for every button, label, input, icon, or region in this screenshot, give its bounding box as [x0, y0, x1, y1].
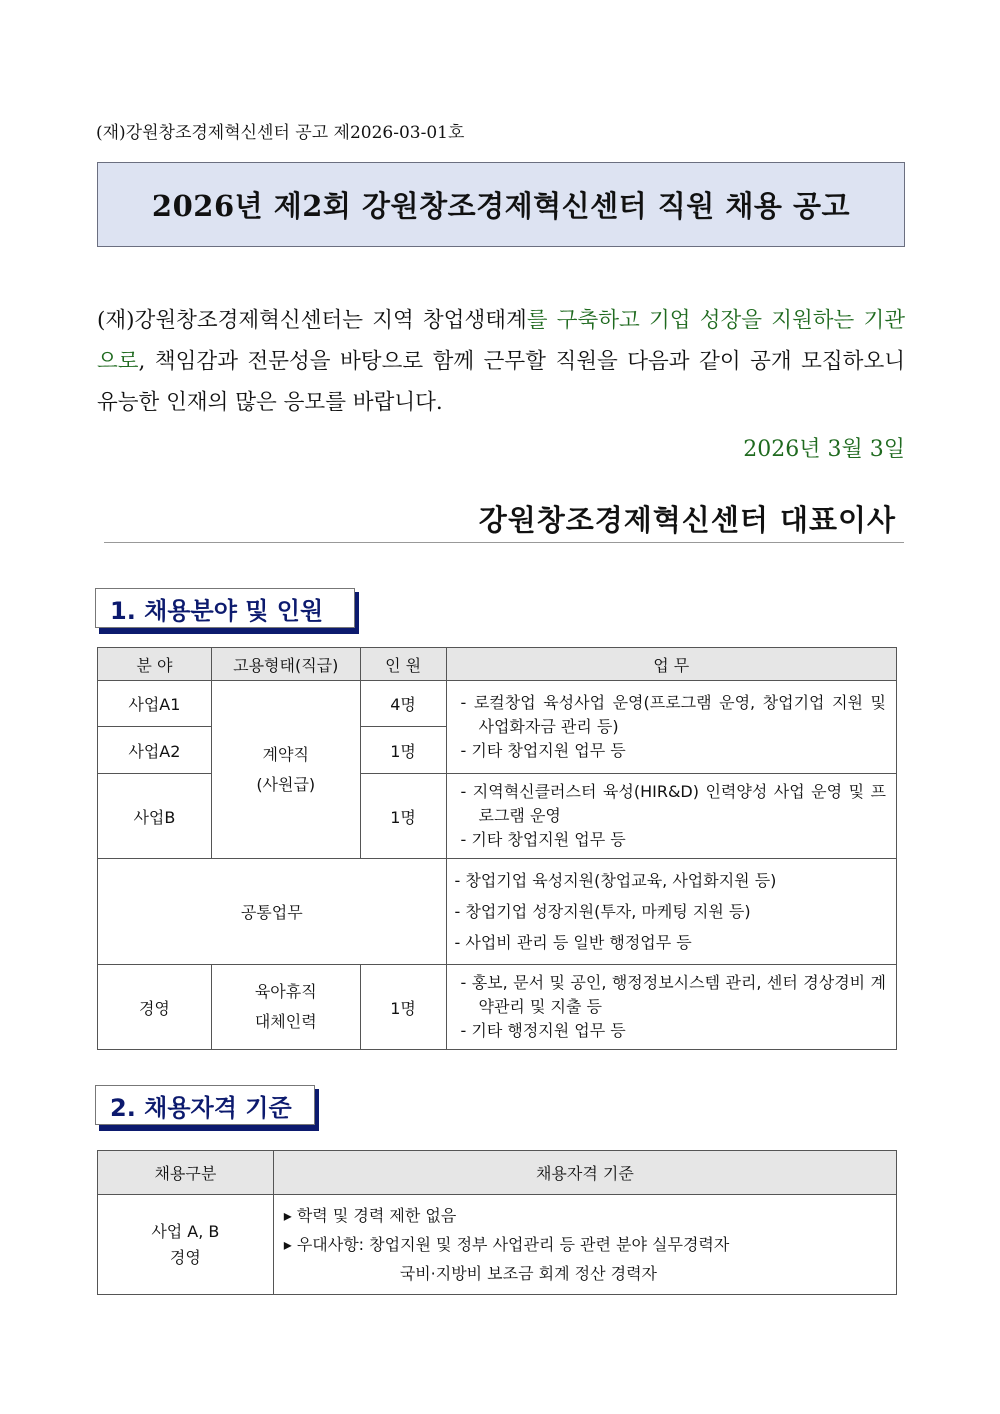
- count-a2: 1명: [360, 727, 446, 774]
- contract-line2: (사원급): [256, 774, 316, 794]
- duty-common: [446, 859, 896, 965]
- col-header-type: 고용형태(직급): [211, 648, 360, 681]
- table-header-row: [98, 1151, 897, 1195]
- section1-heading: [95, 588, 365, 636]
- intro-part3: , 책임감과 전문성을 바탕으로 함께 근무할 직원을 다음과 같이 공개 모집하오니 유능한 인재의 많은 응모를 바랍니다.: [97, 349, 905, 415]
- employment-type-contract: [211, 681, 360, 859]
- duty-item: - 지역혁신클러스터 육성(HIR&D) 인력양성 사업 운영 및 프로그램 운영: [460, 782, 886, 825]
- mgmt-type-line2: 대체인력: [254, 1012, 317, 1031]
- col-header-criteria: 채용자격 기준: [273, 1151, 896, 1195]
- duty-item: - 로컬창업 육성사업 운영(프로그램 운영, 창업기업 지원 및 사업화자금 관리 등): [460, 693, 886, 736]
- common-duty-label: 공통업무: [98, 859, 447, 965]
- duty-b: [446, 774, 896, 859]
- col-header-field: 분 야: [98, 648, 212, 681]
- field-b: 사업B: [98, 774, 212, 859]
- notice-number: (재)강원창조경제혁신센터 공고 제2026-03-01호: [96, 123, 465, 143]
- duty-item: - 사업비 관리 등 일반 행정업무 등: [454, 933, 692, 952]
- table-row: [98, 1195, 897, 1295]
- section2-heading-text: 2. 채용자격 기준: [95, 1085, 315, 1125]
- duty-item: - 홍보, 문서 및 공인, 행정정보시스템 관리, 센터 경상경비 계약관리 및 지출 등: [460, 973, 886, 1016]
- duty-item: - 기타 창업지원 업무 등: [460, 830, 626, 849]
- category-cell: [98, 1195, 274, 1295]
- col-header-count: 인 원: [360, 648, 446, 681]
- criteria-item: [284, 1230, 886, 1288]
- category-line1: 사업 A, B: [151, 1221, 220, 1241]
- organization-signature: 강원창조경제혁신센터 대표이사: [478, 503, 896, 537]
- duty-item: - 창업기업 성장지원(투자, 마케팅 지원 등): [454, 902, 751, 921]
- notice-date: 2026년 3월 3일: [743, 437, 905, 462]
- positions-table: [97, 647, 897, 1050]
- intro-part1: (재)강원창조경제혁신센터는 지역 창업생태계: [97, 308, 527, 333]
- heading-shadow: [99, 628, 359, 634]
- divider: [104, 542, 904, 543]
- qualification-table: [97, 1150, 897, 1295]
- contract-line1: 계약직: [262, 744, 309, 764]
- section2-heading: [95, 1085, 325, 1133]
- count-a1: 4명: [360, 681, 446, 727]
- table-row: [98, 965, 897, 1050]
- field-a2: 사업A2: [98, 727, 212, 774]
- criteria-cell: [273, 1195, 896, 1295]
- field-a1: 사업A1: [98, 681, 212, 727]
- employment-type-substitute: [211, 965, 360, 1050]
- intro-part2: 를 구축하고 기업 성장을 지원하는 기관으로: [97, 308, 905, 374]
- table-header-row: [98, 648, 897, 681]
- intro-paragraph: [97, 300, 905, 423]
- duty-management: [446, 965, 896, 1050]
- duty-a: [446, 681, 896, 774]
- page-title: 2026년 제2회 강원창조경제혁신센터 직원 채용 공고: [151, 189, 851, 223]
- col-header-duty: 업 무: [446, 648, 896, 681]
- criteria-preferred-cont: 국비·지방비 보조금 회계 정산 경력자: [399, 1264, 658, 1283]
- criteria-preferred: ▸ 우대사항: 창업지원 및 정부 사업관리 등 관련 분야 실무경력자: [283, 1235, 730, 1254]
- count-b: 1명: [360, 774, 446, 859]
- criteria-item: ▸ 학력 및 경력 제한 없음: [283, 1206, 457, 1225]
- table-row: [98, 681, 897, 727]
- duty-item: - 기타 행정지원 업무 등: [460, 1021, 626, 1040]
- duty-item: - 기타 창업지원 업무 등: [460, 741, 626, 760]
- mgmt-type-line1: 육아휴직: [254, 982, 317, 1001]
- duty-item: - 창업기업 육성지원(창업교육, 사업화지원 등): [454, 871, 777, 890]
- field-management: 경영: [98, 965, 212, 1050]
- col-header-category: 채용구분: [98, 1151, 274, 1195]
- table-row: [98, 859, 897, 965]
- count-management: 1명: [360, 965, 446, 1050]
- heading-shadow: [99, 1125, 319, 1131]
- section1-heading-text: 1. 채용분야 및 인원: [95, 588, 355, 628]
- title-box: [97, 162, 905, 247]
- category-line2: 경영: [169, 1247, 201, 1267]
